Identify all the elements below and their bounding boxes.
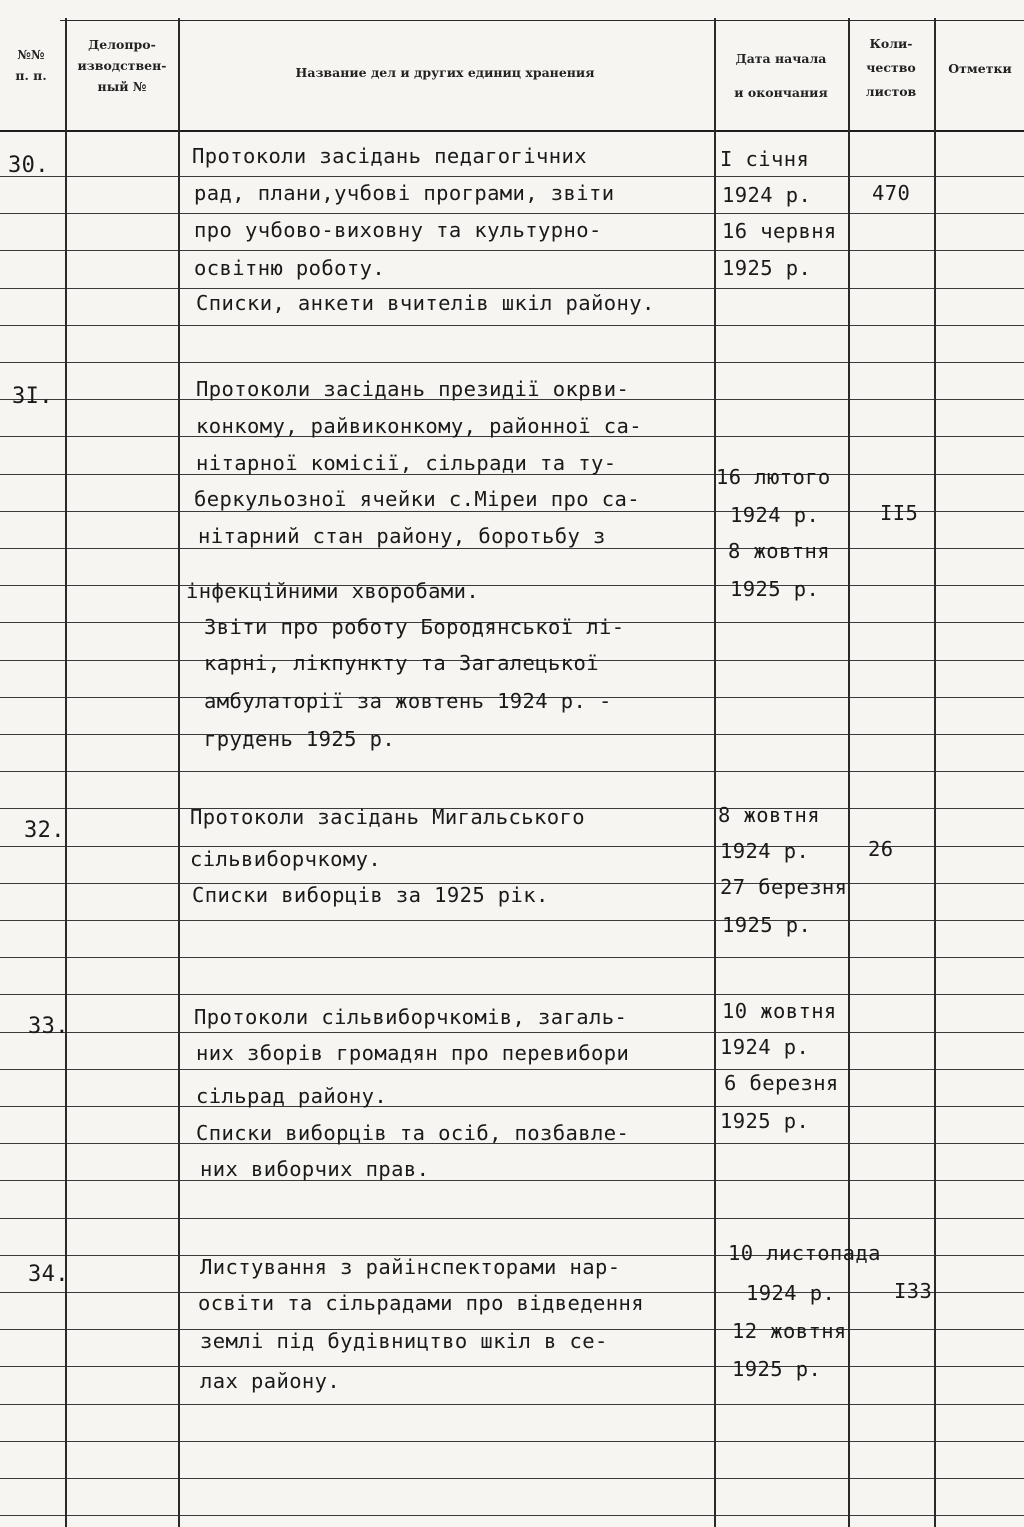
header-notes-col xyxy=(936,58,1024,79)
entry-title-line: землі під будівництво шкіл в се- xyxy=(200,1329,608,1353)
entry-date-line: 1924 р. xyxy=(746,1281,836,1305)
entry-title-line: Протоколи засідань президії окрви- xyxy=(196,377,630,401)
header-title-label: Название дел и других единиц хранения xyxy=(295,65,595,80)
ruled-line xyxy=(0,288,1024,289)
ruled-line xyxy=(0,920,1024,921)
entry-date-line: 1925 р. xyxy=(720,1109,810,1133)
entry-date-line: 16 червня xyxy=(722,219,837,243)
entry-title-line: Списки виборців та осіб, позбавле- xyxy=(196,1121,630,1145)
header-bottom-rule xyxy=(0,130,1024,132)
entry-title-line: грудень 1925 р. xyxy=(204,727,396,751)
entry-title-line: Протоколи засідань педагогічних xyxy=(192,144,588,168)
ruled-line xyxy=(0,213,1024,214)
header-notes-label: Отметки xyxy=(948,61,1012,76)
header-number-sublabel: п. п. xyxy=(15,68,47,83)
entry-title-line: освітню роботу. xyxy=(194,256,386,280)
column-rule-title xyxy=(178,18,180,1527)
entry-date-line: 12 жовтня xyxy=(732,1319,847,1343)
entry-date-line: 16 лютого xyxy=(716,465,831,489)
ruled-line xyxy=(0,1180,1024,1181)
entry-title-line: Протоколи сільвиборчкомів, загаль- xyxy=(194,1005,628,1029)
ruled-line xyxy=(0,1106,1024,1107)
ruled-line xyxy=(0,325,1024,326)
ruled-line xyxy=(0,250,1024,251)
ruled-line xyxy=(0,1404,1024,1405)
header-office-line-1: Делопро- xyxy=(88,37,156,52)
header-number-col xyxy=(0,44,62,86)
column-rule-count xyxy=(848,18,850,1527)
entry-title-line: про учбово-виховну та культурно- xyxy=(194,218,602,242)
entry-title-line: лах району. xyxy=(200,1369,341,1393)
entry-title-line: сільвиборчкому. xyxy=(190,847,382,871)
entry-number: 34. xyxy=(28,1262,69,1287)
ruled-line xyxy=(0,1218,1024,1219)
header-count-line-3: листов xyxy=(865,84,917,99)
entry-date-line: 1924 р. xyxy=(720,839,810,863)
ruled-line xyxy=(0,176,1024,177)
column-rule-office xyxy=(65,18,67,1527)
entry-date-line: 8 жовтня xyxy=(718,803,820,827)
ruled-line xyxy=(0,1515,1024,1516)
header-top-rule xyxy=(60,20,1024,21)
entry-sheet-count: I33 xyxy=(894,1279,933,1303)
entry-title-line: нітарний стан району, боротьбу з xyxy=(198,524,606,548)
column-rule-notes xyxy=(934,18,936,1527)
header-office-line-2: изводствен- xyxy=(77,58,167,73)
header-number-label: №№ xyxy=(17,47,45,62)
entry-title-line: Листування з райінспекторами нар- xyxy=(200,1255,621,1279)
ruled-line xyxy=(0,585,1024,586)
entry-date-line: 10 жовтня xyxy=(722,999,837,1023)
header-dates-line-1: Дата начала xyxy=(735,51,827,66)
header-count-line-2: чество xyxy=(866,60,916,75)
header-dates-line-2: и окончания xyxy=(734,85,828,100)
header-count-line-1: Коли- xyxy=(869,36,913,51)
header-dates-col xyxy=(716,42,846,110)
ruled-line xyxy=(0,1441,1024,1442)
entry-date-line: I січня xyxy=(720,147,810,171)
entry-title-line: інфекційними хворобами. xyxy=(186,579,480,603)
entry-date-line: 1924 р. xyxy=(720,1035,810,1059)
entry-date-line: 27 березня xyxy=(720,875,848,899)
entry-title-line: амбулаторії за жовтень 1924 р. - xyxy=(204,689,612,713)
ruled-line xyxy=(0,1478,1024,1479)
ruled-line xyxy=(0,994,1024,995)
entry-date-line: 10 листопада xyxy=(728,1241,881,1265)
entry-number: 32. xyxy=(24,818,65,843)
entry-number: 30. xyxy=(8,153,49,178)
entry-sheet-count: 26 xyxy=(868,837,894,861)
entry-date-line: 1924 р. xyxy=(722,183,812,207)
entry-title-line: Списки виборців за 1925 рік. xyxy=(192,883,549,907)
ruled-line xyxy=(0,734,1024,735)
entry-title-line: рад, плани,учбові програми, звіти xyxy=(194,181,615,205)
header-office-col xyxy=(66,34,178,97)
entry-date-line: 1925 р. xyxy=(732,1357,822,1381)
entry-date-line: 1925 р. xyxy=(730,577,820,601)
entry-title-line: карні, лікпункту та Загалецької xyxy=(204,651,600,675)
entry-date-line: 6 березня xyxy=(724,1071,839,1095)
header-count-col xyxy=(850,32,932,104)
entry-date-line: 1925 р. xyxy=(722,913,812,937)
ruled-line xyxy=(0,1069,1024,1070)
ruled-line xyxy=(0,1032,1024,1033)
entry-number: 3I. xyxy=(12,384,53,409)
entry-title-line: Списки, анкети вчителів шкіл району. xyxy=(196,291,655,315)
entry-title-line: них виборчих прав. xyxy=(200,1157,430,1181)
entry-title-line: конкому, райвиконкому, районної са- xyxy=(196,414,642,438)
ruled-line xyxy=(0,957,1024,958)
ruled-line xyxy=(0,771,1024,772)
entry-date-line: 1924 р. xyxy=(730,503,820,527)
ruled-line xyxy=(0,1366,1024,1367)
entry-date-line: 1925 р. xyxy=(722,256,812,280)
entry-sheet-count: 470 xyxy=(872,181,911,205)
header-office-line-3: ный № xyxy=(97,79,147,94)
entry-date-line: 8 жовтня xyxy=(728,539,830,563)
column-rule-dates xyxy=(714,18,716,1527)
header-title-col xyxy=(180,62,710,83)
entry-title-line: освіти та сільрадами про відведення xyxy=(198,1291,644,1315)
ruled-line xyxy=(0,362,1024,363)
entry-number: 33. xyxy=(28,1014,69,1039)
entry-title-line: беркульозної ячейки с.Міреи про са- xyxy=(194,487,640,511)
entry-sheet-count: II5 xyxy=(880,501,919,525)
entry-title-line: сільрад району. xyxy=(196,1084,388,1108)
entry-title-line: нітарної комісії, сільради та ту- xyxy=(196,451,617,475)
entry-title-line: них зборів громадян про перевибори xyxy=(196,1041,630,1065)
entry-title-line: Протоколи засідань Мигальського xyxy=(190,805,586,829)
entry-title-line: Звіти про роботу Бородянської лі- xyxy=(204,615,625,639)
